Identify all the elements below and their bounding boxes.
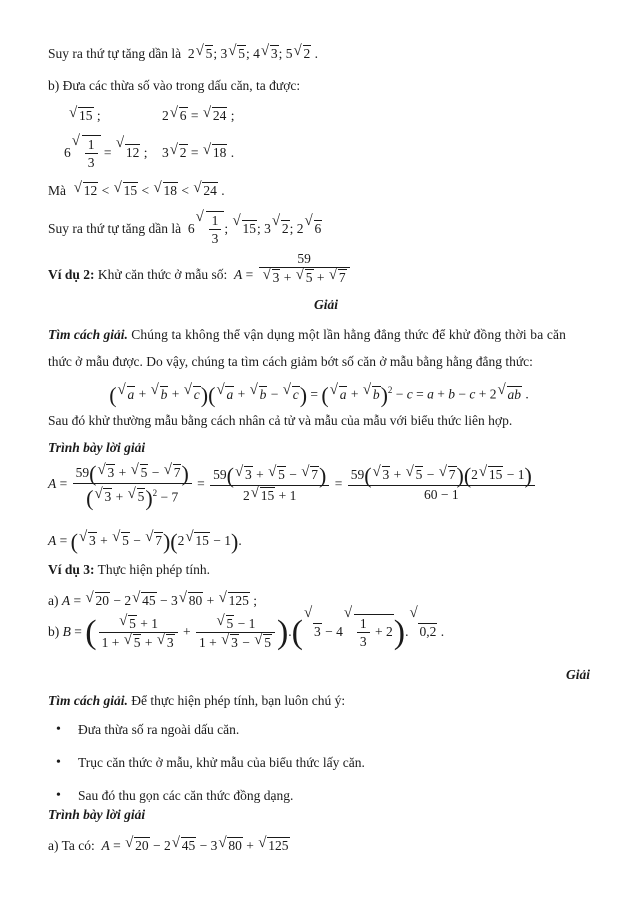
example-3-heading [48,561,210,579]
solution-heading-2: Giải [565,667,590,682]
conjugate-note: Sau đó khử thường mẫu bằng cách nhân cả tử và mẫu của mẫu với biểu thức liên hợp. [48,413,513,428]
identity-formula: (√ a + √ b + √ c)(√ a + √ b − √ c) = (√ a + √ b)$^2$ − c = a + b − c + 2√ ab . [0,378,638,407]
text: a) Ta có: [48,838,95,853]
order-line-a: Suy ra thứ tự tăng dần là 2√ 5; 3√ 5; 4√ 3; 5√ 2 . [48,44,318,63]
order-line-b: Suy ra thứ tự tăng dần là 6 √ $\frac{1}{3}$ ; √ 15; 3√ 2; 2√ 6 [48,210,322,240]
method-line-1 [48,326,566,344]
list-item: • Sau đó thu gọn các căn thức đồng dạng. [48,787,365,805]
example-2-heading: Ví dụ 2: Khử căn thức ở mẫu số: A = 59 √ 3 + √ 5 + √ 7 [48,250,352,284]
list-item: • Trục căn thức ở mẫu, khử mẫu của biểu thức lấy căn. [48,754,365,772]
example-label: Ví dụ 2: [48,267,95,282]
list-item: • Đưa thừa số ra ngoài dấu căn. [48,721,365,739]
math-2sqrt6: 2√ 6 = √ 24 ; [162,106,235,125]
comparison-line: Mà √ 12 < √ 15 < √ 18 < √ 24 . [48,181,225,200]
method-line-3 [48,692,345,710]
text: Mà [48,183,66,198]
example-label: Ví dụ 3: [48,562,95,577]
presentation-heading-1: Trình bày lời giải [48,440,146,455]
solution-fraction-chain: A = $\frac{59(√ 3 + √ 5 - √ 7)}{(√ 3 + √ 5)^2 - 7}$ = $\frac{59(√ 3 + √ 5 - √ 7)}{2√ 15 + 1}$ = $\frac{59(√ 3 + √ 5 - √ 7)(2√ 15 - 1)}{60 - 1}$ [48,456,537,512]
part-a-start: a) Ta có: A = √ 20 − 2√ 45 − 3√ 80 + √ 125 [48,836,290,855]
method-label: Tìm cách giải. [48,327,128,342]
text: Suy ra thứ tự tăng dần là [48,46,182,61]
solution-heading: Giải [313,297,338,312]
math-sqrt15: √ 15 ; [68,106,101,125]
example-3a: a) A = √ 20 − 2√ 45 − 3√ 80 + √ 125 ; [48,591,257,610]
text: Chúng ta không thể vận dụng một lần hằng đẳng thức để khử đồng thời ba căn [131,327,567,342]
text: Suy ra thứ tự tăng dần là [48,221,182,237]
math-6sqrt1-3: 6 √ $\frac{1}{3}$ = √ 12 ; [64,134,148,168]
text: Để thực hiện phép tính, bạn luôn chú ý: [131,693,346,708]
math-3sqrt2: 3√ 2 = √ 18 . [162,143,234,162]
method-line-2: thức ở mẫu được. Do vậy, chúng ta tìm cách giảm bớt số căn ở mẫu bằng hằng đẳng thức: [48,354,533,369]
presentation-heading-2: Trình bày lời giải [48,807,146,822]
example-3b: b) B = ( √ $\frac{5 + 1}{1 + √ 5 + √ 3}$ + √ $\frac{5 - 1}{1 + √ 3 - √ 5}$ ).(√ 3 − 4 √ $\frac{1}{3}$ + 2).√ 0,2 . [48,606,444,658]
text: Khử căn thức ở mẫu số: [97,267,228,282]
text: Thực hiện phép tính. [97,562,210,577]
method-label: Tìm cách giải. [48,693,128,708]
solution-result: A = (√ 3 + √ 5 − √ 7)(2√ 15 − 1). [48,530,242,552]
part-b-intro: b) Đưa các thừa số vào trong dấu căn, ta được: [48,78,301,93]
